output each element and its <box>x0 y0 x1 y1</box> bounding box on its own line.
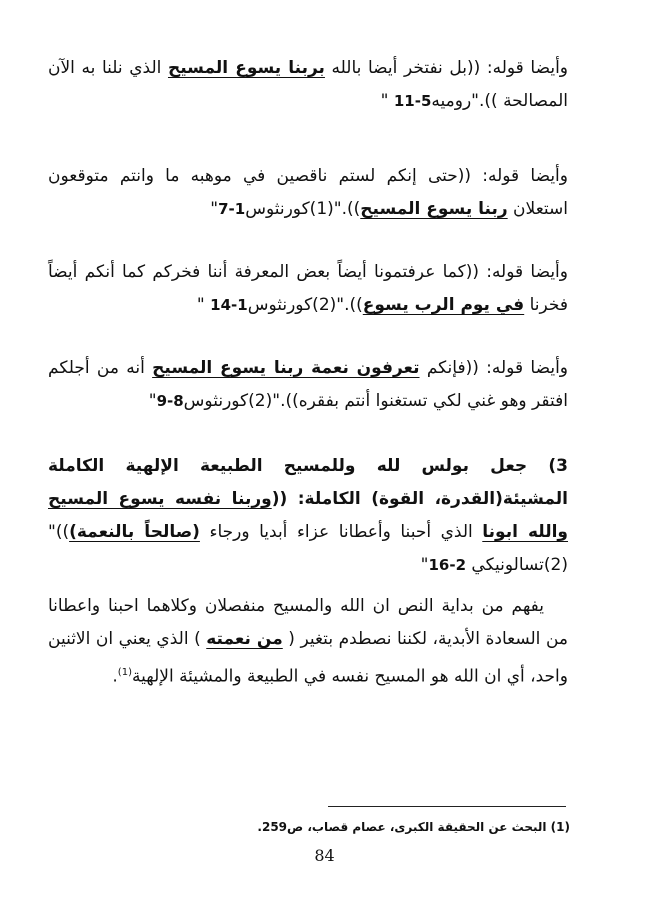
verse-reference: 8-9 <box>156 392 184 410</box>
quote-corinthians-2b <box>48 352 568 418</box>
quote-romans <box>48 52 568 118</box>
quote-emphasis: في يوم الرب يسوع <box>362 295 525 315</box>
quote-corinthians-1 <box>48 160 568 226</box>
quote-intro: وأيضا قوله: ((كما عرفتمونا أيضاً بعض المعرفة أننا فخركم كما أنكم أيضاً فخرنا <box>48 262 568 315</box>
footnote-marker: (1) <box>117 667 132 678</box>
quote-emphasis: ربنا يسوع المسيح <box>360 199 508 219</box>
quote-emphasis-2: (صالحاً بالنعمة) <box>69 522 200 542</box>
footnote: (1) البحث عن الحقيقة الكبرى، عصام قصاب، ص259. <box>257 820 570 834</box>
commentary-end: . <box>112 666 118 687</box>
page-number: 84 <box>314 846 335 865</box>
verse-reference: 2-16 <box>428 556 467 574</box>
quote-corinthians-2a <box>48 256 568 322</box>
footnote-divider <box>328 806 566 807</box>
verse-reference: 5-11 <box>393 92 432 110</box>
quote-text-2: ))"(2)تسالونيكي <box>48 522 568 575</box>
quote-text: ))."(2)كورنثوس <box>247 295 363 315</box>
quote-intro: وأيضا قوله: ((حتى إنكم لستم ناقصين في موهبه ما وانتم متوقعون استعلان <box>48 166 568 219</box>
verse-reference: 1-7 <box>218 200 246 218</box>
quote-emphasis: تعرفون نعمة ربنا يسوع المسيح <box>152 358 420 378</box>
quote-intro: وأيضا قوله: ((بل نفتخر أيضا بالله <box>324 58 568 78</box>
commentary-text-2: ) الذي يعني ان الاثنين واحد، أي ان الله هو المسيح نفسه في الطبيعة والمشيئة الإلهية <box>48 629 568 687</box>
quote-close: " <box>380 91 394 111</box>
commentary-paragraph <box>48 590 568 694</box>
verse-reference: 1-14 <box>210 296 248 314</box>
quote-text: الذي أحبنا وأعطانا عزاء أبديا ورجاء <box>199 522 483 542</box>
commentary-text: يفهم من بداية النص ان الله والمسيح منفصلان وكلاهما احبنا واعطانا من السعادة الأبدية، لكننا نصطدم بتغير ( <box>48 596 568 649</box>
quote-close: " <box>210 199 219 219</box>
point-3-thessalonians <box>48 450 568 582</box>
quote-open: (( <box>271 489 288 509</box>
commentary-emphasis: من نعمته <box>206 629 283 649</box>
quote-text: أنه من أجلكم افتقر وهو غني لكي تستغنوا أنتم بفقره))."(2)كورنثوس <box>48 358 568 411</box>
quote-close: " <box>196 295 211 315</box>
quote-intro: وأيضا قوله: ((فإنكم <box>419 358 568 378</box>
section-heading: 3) جعل بولس لله وللمسيح الطبيعة الإلهية الكاملة المشيئة(القدرة، القوة) الكاملة: <box>48 456 568 509</box>
quote-emphasis: وربنا نفسه يسوع المسيح والله ابونا <box>48 489 569 542</box>
quote-text: ))."(1)كورنثوس <box>245 199 361 219</box>
quote-close: " <box>148 391 157 411</box>
quote-text: الذي نلنا به الآن المصالحة ))."روميه <box>48 58 568 111</box>
quote-close: " <box>420 555 429 575</box>
quote-emphasis: بربنا يسوع المسيح <box>167 58 325 78</box>
